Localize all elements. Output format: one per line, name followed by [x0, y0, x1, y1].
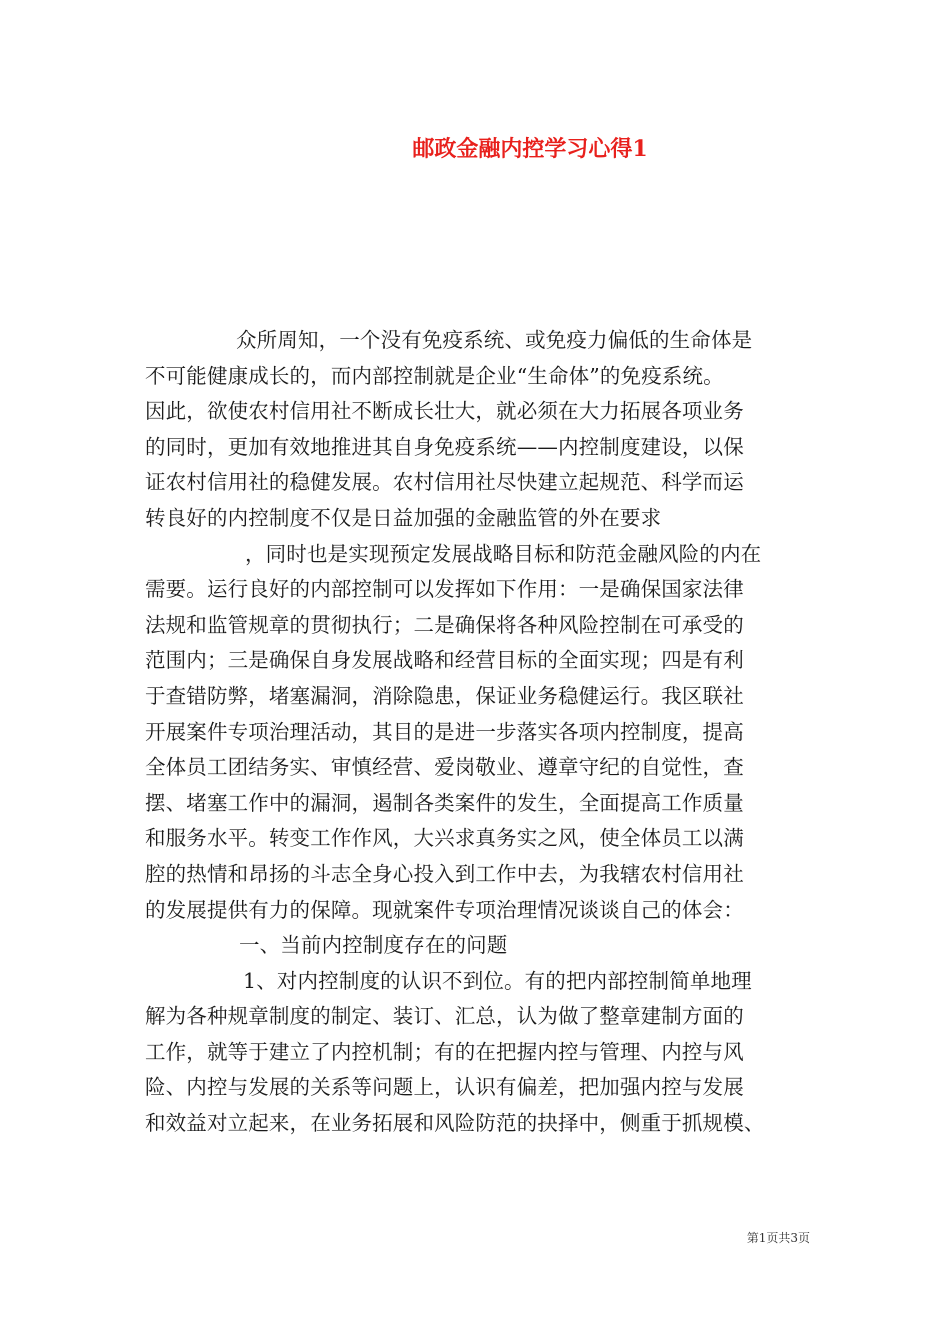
paragraph-line: 转良好的内控制度不仅是日益加强的金融监管的外在要求 [145, 505, 662, 530]
paragraph-line: 于查错防弊，堵塞漏洞，消除隐患，保证业务稳健运行。我区联社 [145, 683, 744, 708]
paragraph-line: 法规和监管规章的贯彻执行；二是确保将各种风险控制在可承受的 [145, 612, 744, 637]
paragraph-line: 摆、堵塞工作中的漏洞，遏制各类案件的发生，全面提高工作质量 [145, 790, 744, 815]
paragraph-line: 和效益对立起来，在业务拓展和风险防范的抉择中，侧重于抓规模、 [145, 1111, 765, 1136]
paragraph-line: 1、对内控制度的认识不到位。有的把内部控制简单地理 [243, 968, 752, 993]
page-number: 第1页共3页 [746, 1231, 810, 1245]
paragraph-line: 险、内控与发展的关系等问题上，认识有偏差，把加强内控与发展 [145, 1075, 744, 1100]
paragraph-line: 范围内；三是确保自身发展战略和经营目标的全面实现；四是有利 [145, 648, 744, 673]
paragraph-line: 解为各种规章制度的制定、装订、汇总，认为做了整章建制方面的 [145, 1004, 744, 1029]
paragraph-line: 的发展提供有力的保障。现就案件专项治理情况谈谈自己的体会： [145, 897, 744, 922]
paragraph-line: 需要。运行良好的内部控制可以发挥如下作用：一是确保国家法律 [145, 577, 744, 602]
paragraph-line: ，同时也是实现预定发展战略目标和防范金融风险的内在 [245, 541, 762, 566]
paragraph-line: 证农村信用社的稳健发展。农村信用社尽快建立起规范、科学而运 [145, 470, 744, 495]
paragraph-line: 众所周知，一个没有免疫系统、或免疫力偏低的生命体是 [236, 328, 753, 352]
paragraph-line: 开展案件专项治理活动，其目的是进一步落实各项内控制度，提高 [145, 719, 744, 744]
paragraph-line: 工作，就等于建立了内控机制；有的在把握内控与管理、内控与风 [145, 1039, 744, 1064]
document-title: 邮政金融内控学习心得1 [412, 136, 648, 162]
paragraph-line: 不可能健康成长的，而内部控制就是企业“生命体”的免疫系统。 [145, 363, 724, 388]
paragraph-line: 全体员工团结务实、审慎经营、爱岗敬业、遵章守纪的自觉性，查 [145, 755, 744, 780]
paragraph-line: 和服务水平。转变工作作风，大兴求真务实之风，使全体员工以满 [145, 826, 744, 851]
paragraph-line: 的同时，更加有效地推进其自身免疫系统——内控制度建设，以保 [145, 434, 744, 459]
paragraph-line: 腔的热情和昂扬的斗志全身心投入到工作中去，为我辖农村信用社 [145, 861, 744, 886]
section-heading: 一、当前内控制度存在的问题 [239, 933, 508, 958]
document-body [145, 323, 810, 1142]
paragraph-line: 因此，欲使农村信用社不断成长壮大，就必须在大力拓展各项业务 [145, 399, 744, 424]
